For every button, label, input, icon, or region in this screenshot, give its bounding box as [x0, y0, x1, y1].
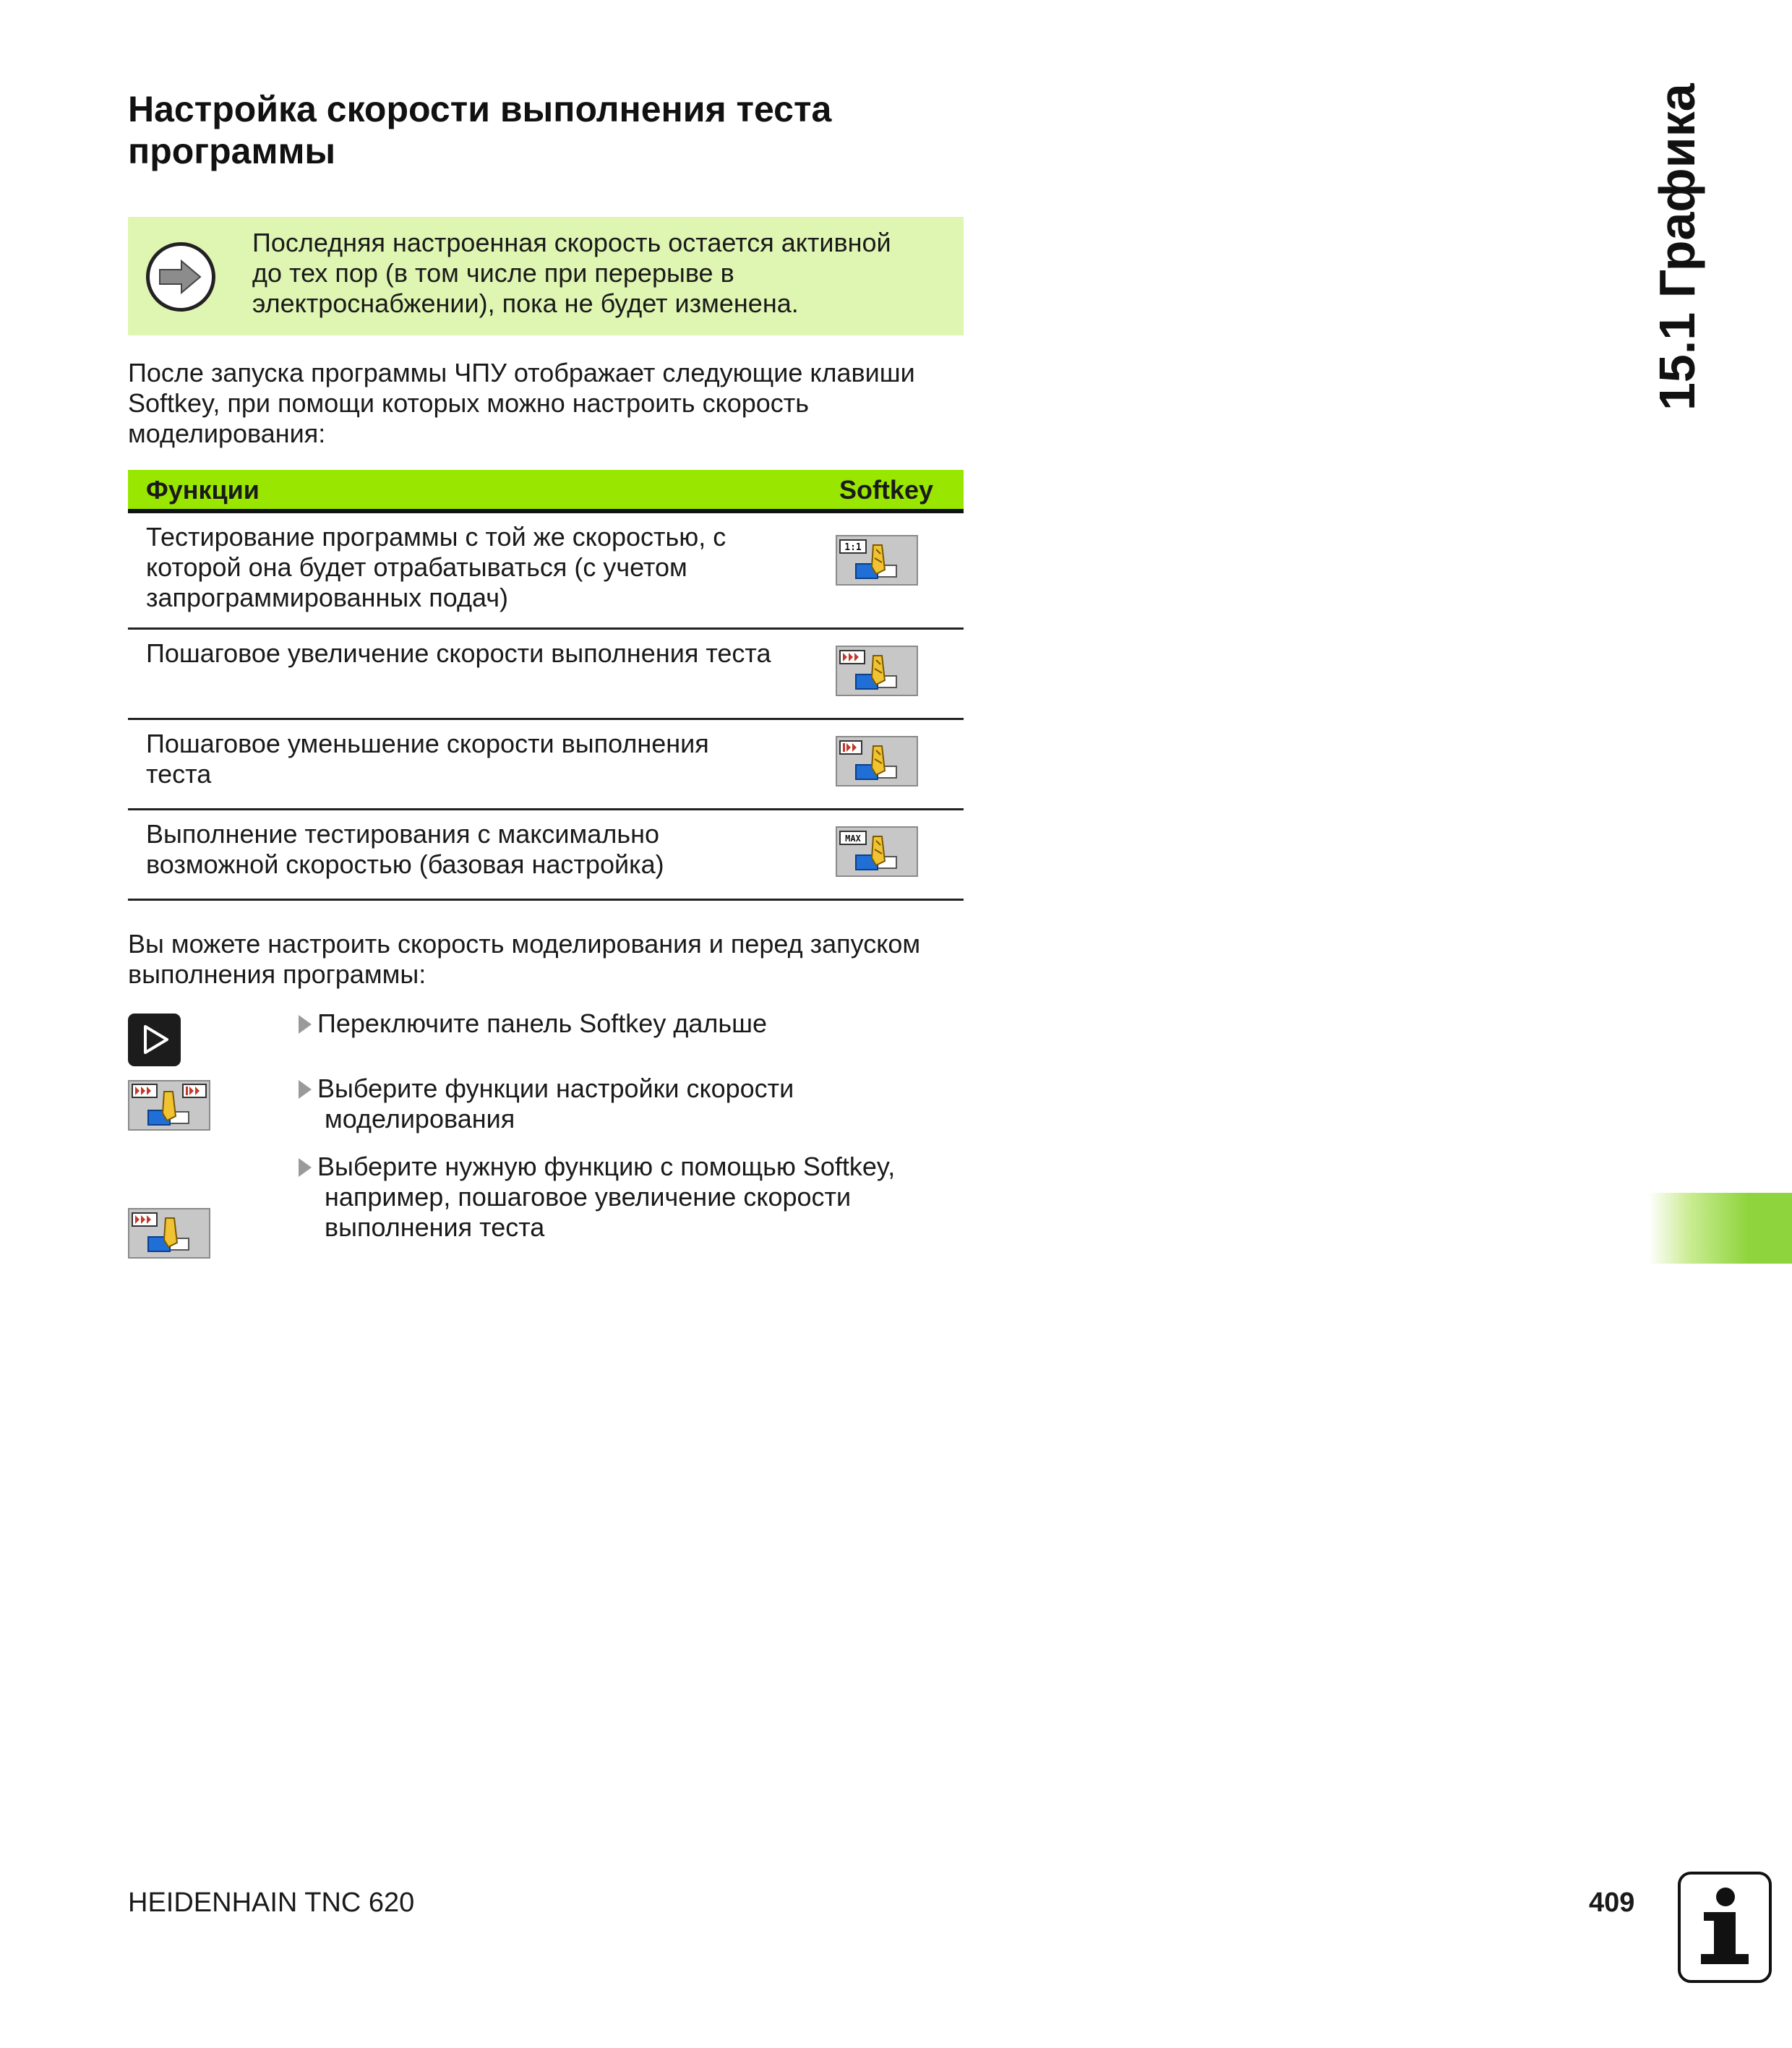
table-row — [128, 720, 964, 810]
paragraph-line: Вы можете настроить скорость моделирования и перед запуском — [128, 929, 921, 959]
table-row — [128, 513, 964, 630]
softkey-label: MAX — [845, 834, 861, 844]
intro-paragraph — [128, 358, 974, 449]
function-description — [146, 522, 826, 613]
setup-paragraph — [128, 929, 974, 990]
speed-increase-softkey-icon[interactable] — [836, 646, 918, 696]
column-header-functions: Функции — [146, 475, 260, 505]
section-heading-line2: программы — [128, 131, 336, 171]
section-heading — [128, 88, 981, 172]
step-bullet-icon — [299, 1015, 312, 1034]
page-number: 409 — [1589, 1888, 1635, 1918]
step-3 — [299, 1152, 971, 1243]
description-line: Пошаговое увеличение скорости выполнения теста — [146, 638, 771, 668]
description-line: теста — [146, 759, 212, 789]
function-description — [146, 729, 826, 789]
intro-line: После запуска программы ЧПУ отображает следующие клавиши — [128, 358, 915, 387]
step-line: например, пошаговое увеличение скорости — [325, 1182, 852, 1212]
note-box — [128, 217, 964, 335]
speed-decrease-softkey-icon[interactable] — [836, 736, 918, 787]
step-2 — [299, 1074, 971, 1134]
table-row — [128, 630, 964, 720]
softkey-table — [128, 470, 964, 901]
footer-product: HEIDENHAIN TNC 620 — [128, 1888, 415, 1918]
description-line: Выполнение тестирования с максимально — [146, 819, 659, 849]
step-bullet-icon — [299, 1080, 312, 1099]
chapter-side-title: 15.1 Графика — [1649, 83, 1705, 411]
note-line: электроснабжении), пока не будет изменена. — [252, 288, 799, 318]
step-1 — [299, 1008, 971, 1039]
step-line: Выберите функции настройки скорости — [317, 1074, 794, 1103]
step-line: Переключите панель Softkey дальше — [317, 1008, 768, 1038]
step-line: Выберите нужную функцию с помощью Softkey, — [317, 1152, 896, 1181]
info-icon[interactable] — [1678, 1872, 1772, 1983]
intro-line: моделирования: — [128, 419, 326, 448]
speed-max-softkey-icon[interactable] — [836, 826, 918, 877]
description-line: которой она будет отрабатываться (с учетом — [146, 552, 687, 582]
table-row — [128, 810, 964, 901]
speed-settings-softkey-icon[interactable] — [128, 1080, 210, 1131]
step-line: выполнения теста — [325, 1212, 545, 1242]
step-line: моделирования — [325, 1104, 515, 1134]
description-line: возможной скоростью (базовая настройка) — [146, 849, 664, 879]
speed-1-to-1-softkey-icon[interactable] — [836, 535, 918, 586]
note-text — [252, 228, 953, 319]
speed-increase-softkey-icon[interactable] — [128, 1208, 210, 1259]
function-description — [146, 819, 826, 880]
description-line: Тестирование программы с той же скоростью, с — [146, 522, 726, 552]
column-header-softkey: Softkey — [839, 475, 933, 505]
arrow-right-icon — [146, 242, 215, 312]
note-line: Последняя настроенная скорость остается активной — [252, 228, 891, 257]
note-line: до тех пор (в том числе при перерыве в — [252, 258, 734, 288]
function-description — [146, 638, 826, 669]
chapter-tab-marker — [1648, 1193, 1792, 1264]
next-softkey-row-icon[interactable] — [128, 1014, 181, 1066]
description-line: Пошаговое уменьшение скорости выполнения — [146, 729, 709, 758]
intro-line: Softkey, при помощи которых можно настроить скорость — [128, 388, 810, 418]
paragraph-line: выполнения программы: — [128, 959, 426, 989]
description-line: запрограммированных подач) — [146, 583, 508, 612]
softkey-label: 1:1 — [844, 542, 862, 553]
section-heading-line1: Настройка скорости выполнения теста — [128, 89, 832, 129]
table-header — [128, 470, 964, 513]
step-bullet-icon — [299, 1158, 312, 1177]
